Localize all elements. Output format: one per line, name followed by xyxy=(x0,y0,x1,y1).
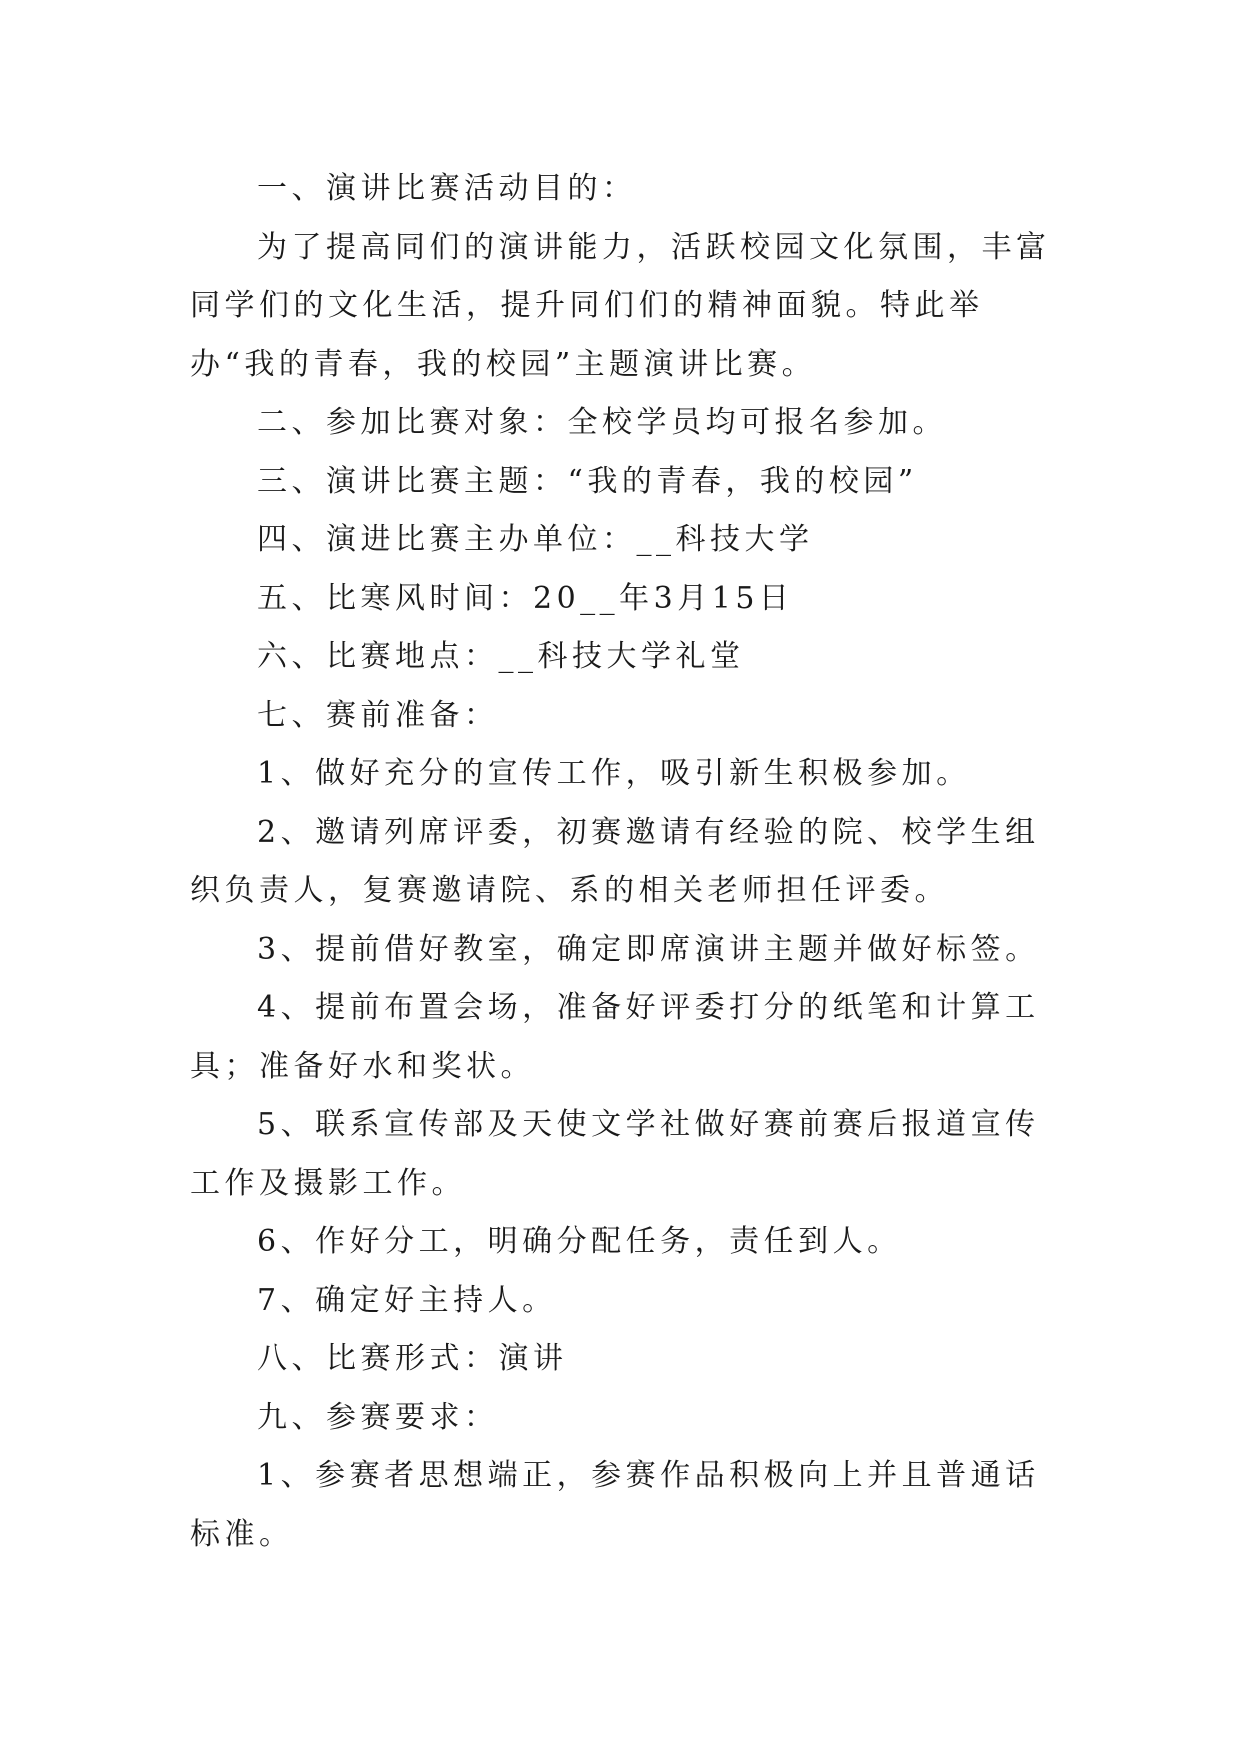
preparation-item: 6、作好分工，明确分配任务，责任到人。 xyxy=(257,1224,902,1259)
preparation-item: 3、提前借好教室，确定即席演讲主题并做好标签。 xyxy=(257,931,1040,967)
section-heading-requirements: 九、参赛要求： xyxy=(257,1399,499,1435)
section-heading-theme: 三、演讲比赛主题：“我的青春，我的校园” xyxy=(257,463,918,499)
purpose-paragraph: 为了提高同们的演讲能力，活跃校园文化氛围，丰富同学们的文化生活，提升同们们的精神面貌。特此举办“我的青春，我的校园”主题演讲比赛。 xyxy=(190,229,1051,382)
section-heading-format: 八、比赛形式：演讲 xyxy=(257,1341,568,1376)
preparation-item: 1、做好充分的宣传工作，吸引新生积极参加。 xyxy=(257,756,971,791)
preparation-item: 2、邀请列席评委，初赛邀请有经验的院、校学生组织负责人，复赛邀请院、系的相关老师担任评委。 xyxy=(190,814,1040,908)
section-heading-preparation: 七、赛前准备： xyxy=(257,697,499,733)
section-heading-purpose: 一、演讲比赛活动目的： xyxy=(257,171,637,206)
document-body xyxy=(190,160,1060,1564)
preparation-item: 4、提前布置会场，准备好评委打分的纸笔和计算工具；准备好水和奖状。 xyxy=(190,990,1040,1084)
preparation-item: 5、联系宣传部及天使文学社做好赛前赛后报道宣传工作及摄影工作。 xyxy=(190,1107,1040,1201)
requirement-item: 1、参赛者思想端正，参赛作品积极向上并且普通话标准。 xyxy=(190,1458,1040,1552)
section-heading-venue: 六、比赛地点：__科技大学礼堂 xyxy=(257,639,745,674)
preparation-item: 7、确定好主持人。 xyxy=(257,1282,557,1318)
section-heading-organizer: 四、演进比赛主办单位：__科技大学 xyxy=(257,522,814,557)
section-heading-participants: 二、参加比赛对象：全校学员均可报名参加。 xyxy=(257,405,947,440)
section-heading-time: 五、比寒风时间：20__年3月15日 xyxy=(257,580,794,616)
